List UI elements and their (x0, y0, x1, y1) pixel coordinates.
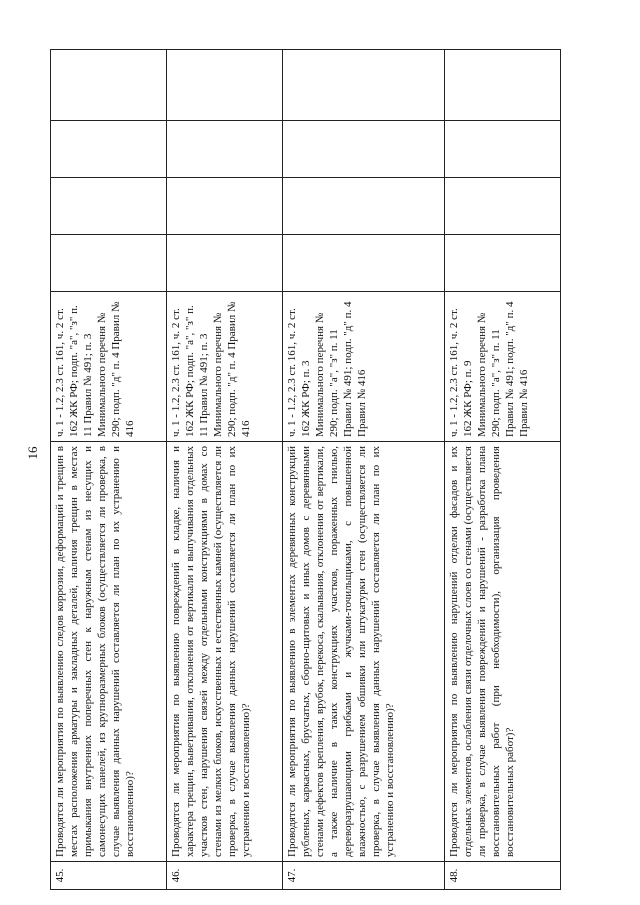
legal-reference-cell: ч. 1 - 1.2, 2.3 ст. 161, ч. 2 ст. 162 ЖК РФ; подп. "а", "з" п. 11 Правил № 491; п. 3 Минимального перечня № 290; подп. "д" п. 4 Правил № 416 (167, 292, 283, 442)
comment-cell (167, 50, 283, 121)
question-cell: Проводятся ли мероприятия по выявлению следов коррозии, деформаций и трещин в местах расположения арматуры и закладных деталей, наличия трещин в местах примыкания внутренних поперечных стен к наружным стенам из несущих и самонесущих панелей, из крупноразмерных блоков (осуществляется ли проверка, в случае выявления данных нарушений составляется ли план по их устранению и восстановлению)? (51, 442, 167, 862)
table-row (283, 50, 445, 890)
table-row (51, 50, 167, 890)
rotated-table-container (50, 40, 610, 890)
checklist-table (50, 49, 561, 890)
row-number: 47. (283, 862, 445, 890)
question-cell: Проводятся ли мероприятия по выявлению в элементах деревянных конструкций рубленых, каркасных, брусчатых, сборно-щитовых и иных домов с деревянными стенами дефектов крепления, врубок, перекоса, скалывания, отклонения от вертикали, а также наличие в таких конструкциях участков, пораженных гнилью, дереворазрушающими грибками и жучками-точильщиками, с повышенной влажностью, с разрушением обшивки или штукатурки стен (осуществляется ли проверка, в случае выявления данных нарушений составляется ли план по их устранению и восстановлению)? (283, 442, 445, 862)
answer-cell (283, 235, 445, 292)
answer-cell (445, 178, 561, 235)
legal-reference-cell: ч. 1 - 1.2, 2.3 ст. 161, ч. 2 ст. 162 ЖК РФ; подп. "а", "з" п. 11 Правил № 491; п. 3 Минимального перечня № 290; подп. "д" п. 4 Правил № 416 (51, 292, 167, 442)
table-row (445, 50, 561, 890)
answer-cell (283, 121, 445, 178)
question-cell: Проводятся ли мероприятия по выявлению повреждений в кладке, наличия и характера трещин, выветривания, отклонения от вертикали и выпучивания отдельных участков стен, нарушения связей между отдельными конструкциями в домах со стенами из мелких блоков, искусственных и естественных камней (осуществляется ли проверка, в случае выявления данных нарушений составляется ли план по их устранению и восстановлению)? (167, 442, 283, 862)
answer-cell (51, 121, 167, 178)
answer-cell (167, 121, 283, 178)
row-number: 48. (445, 862, 561, 890)
comment-cell (51, 50, 167, 121)
answer-cell (445, 235, 561, 292)
answer-cell (167, 178, 283, 235)
question-cell: Проводятся ли мероприятия по выявлению нарушений отделки фасадов и их отдельных элементов, ослабления связи отделочных слоев со стенами (осуществляется ли проверка, в случае выявления повреждений и нарушений - разработка плана восстановительных работ (при необходимости), организация проведения восстановительных работ)? (445, 442, 561, 862)
answer-cell (51, 235, 167, 292)
row-number: 45. (51, 862, 167, 890)
legal-reference-cell: ч. 1 - 1.2, 2.3 ст. 161, ч. 2 ст. 162 ЖК РФ; п. 9 Минимального перечня № 290; подп. "а", "з" п. 11 Правил № 491; подп. "д" п. 4 Правил № 416 (445, 292, 561, 442)
page-number: 16 (25, 446, 40, 460)
table-row (167, 50, 283, 890)
row-number: 46. (167, 862, 283, 890)
comment-cell (445, 50, 561, 121)
answer-cell (283, 178, 445, 235)
answer-cell (167, 235, 283, 292)
answer-cell (51, 178, 167, 235)
answer-cell (445, 121, 561, 178)
comment-cell (283, 50, 445, 121)
legal-reference-cell: ч. 1 - 1.2, 2.3 ст. 161, ч. 2 ст. 162 ЖК РФ; п. 3 Минимального перечня № 290; подп. "а", "з" п. 11 Правил № 491; подп. "д" п. 4 Правил № 416 (283, 292, 445, 442)
